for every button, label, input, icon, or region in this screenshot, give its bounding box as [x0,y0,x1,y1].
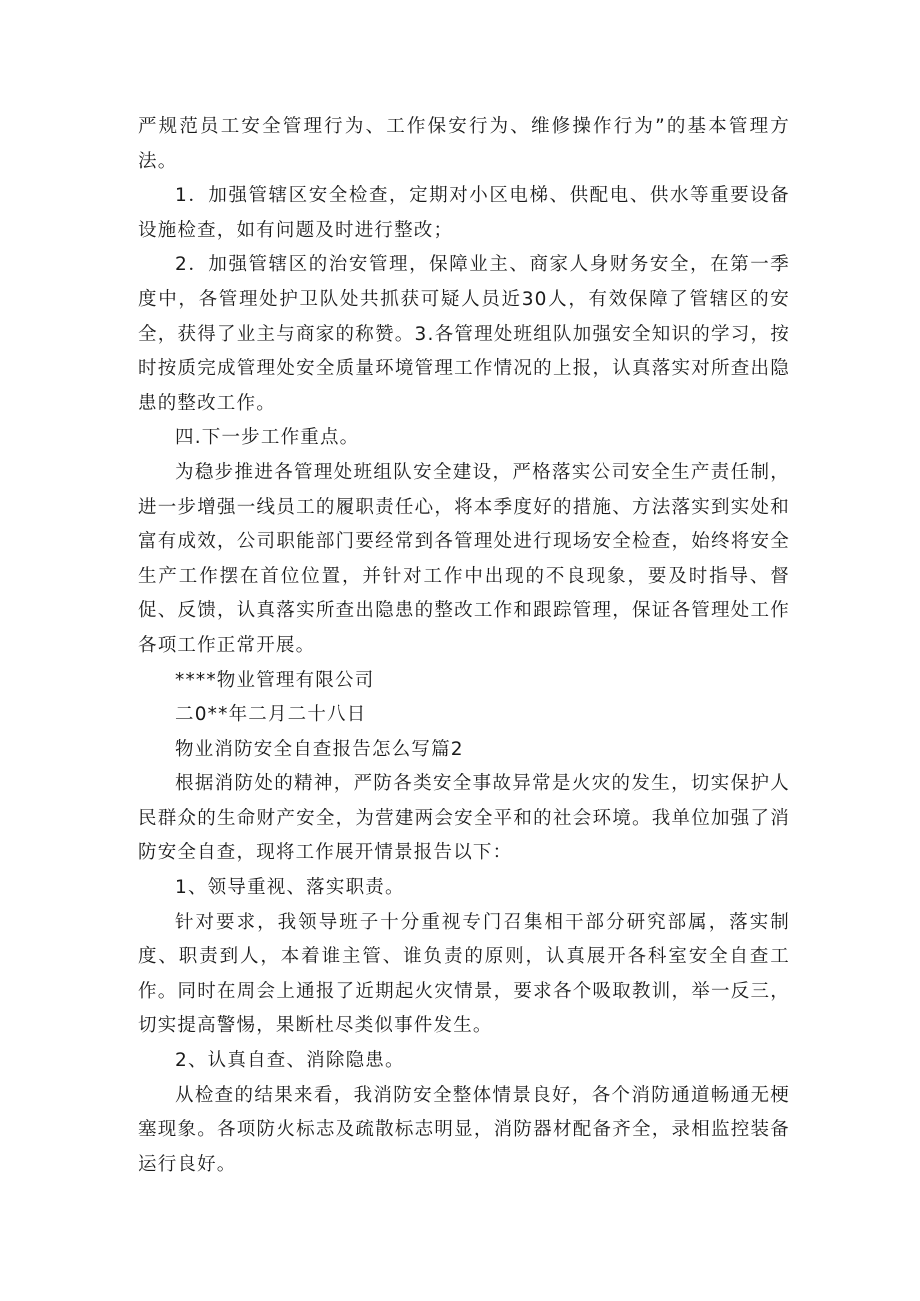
paragraph-1: 严规范员工安全管理行为、工作保安行为、维修操作行为”的基本管理方法。 [138,116,790,172]
document-date: 二0**年二月二十八日 [175,704,367,726]
subheading-2: 2、认真自查、消除隐患。 [175,1050,405,1072]
paragraph-3: 2．加强管辖区的治安管理，保障业主、商家人身财务安全，在第一季度中，各管理处护卫队处共抓获可疑人员近30人，有效保障了管辖区的安全，获得了业主与商家的称赞。3.各管理处班组队加强安全知识的学习，按时按质完成管理处安全质量环境管理工作情况的上报，认真落实对所查出隐患的整改工作。 [138,254,790,414]
paragraph-5: 为稳步推进各管理处班组队安全建设，严格落实公司安全生产责任制，进一步增强一线员工的履职责任心，将本季度好的措施、方法落实到实处和富有成效，公司职能部门要经常到各管理处进行现场安全检查，始终将安全生产工作摆在首位位置，并针对工作中出现的不良现象，要及时指导、督促、反馈，认真落实所查出隐患的整改工作和跟踪管理，保证各管理处工作各项工作正常开展。 [138,461,790,656]
paragraph-9: 根据消防处的精神，严防各类安全事故异常是火灾的发生，切实保护人民群众的生命财产安全，为营建两会安全平和的社会环境。我单位加强了消防安全自查，现将工作展开情景报告以下： [138,773,790,864]
company-name: ****物业管理有限公司 [175,669,375,691]
document-page [138,110,790,1182]
article-title: 物业消防安全自查报告怎么写篇2 [175,738,464,760]
paragraph-11: 针对要求，我领导班子十分重视专门召集相干部分研究部属，落实制度、职责到人，本着谁主管、谁负责的原则，认真展开各科室安全自查工作。同时在周会上通报了近期起火灾情景，要求各个吸取教训，举一反三，切实提高警惕，果断杜尽类似事件发生。 [138,911,790,1037]
paragraph-13: 从检查的结果来看，我消防安全整体情景良好，各个消防通道畅通无梗塞现象。各项防火标志及疏散标志明显，消防器材配备齐全，录相监控装备运行良好。 [138,1084,790,1175]
subheading-1: 1、领导重视、落实职责。 [175,877,405,899]
section-heading-4: 四.下一步工作重点。 [175,427,360,449]
paragraph-2: 1．加强管辖区安全检查，定期对小区电梯、供配电、供水等重要设备设施检查，如有问题及时进行整改； [138,185,790,241]
